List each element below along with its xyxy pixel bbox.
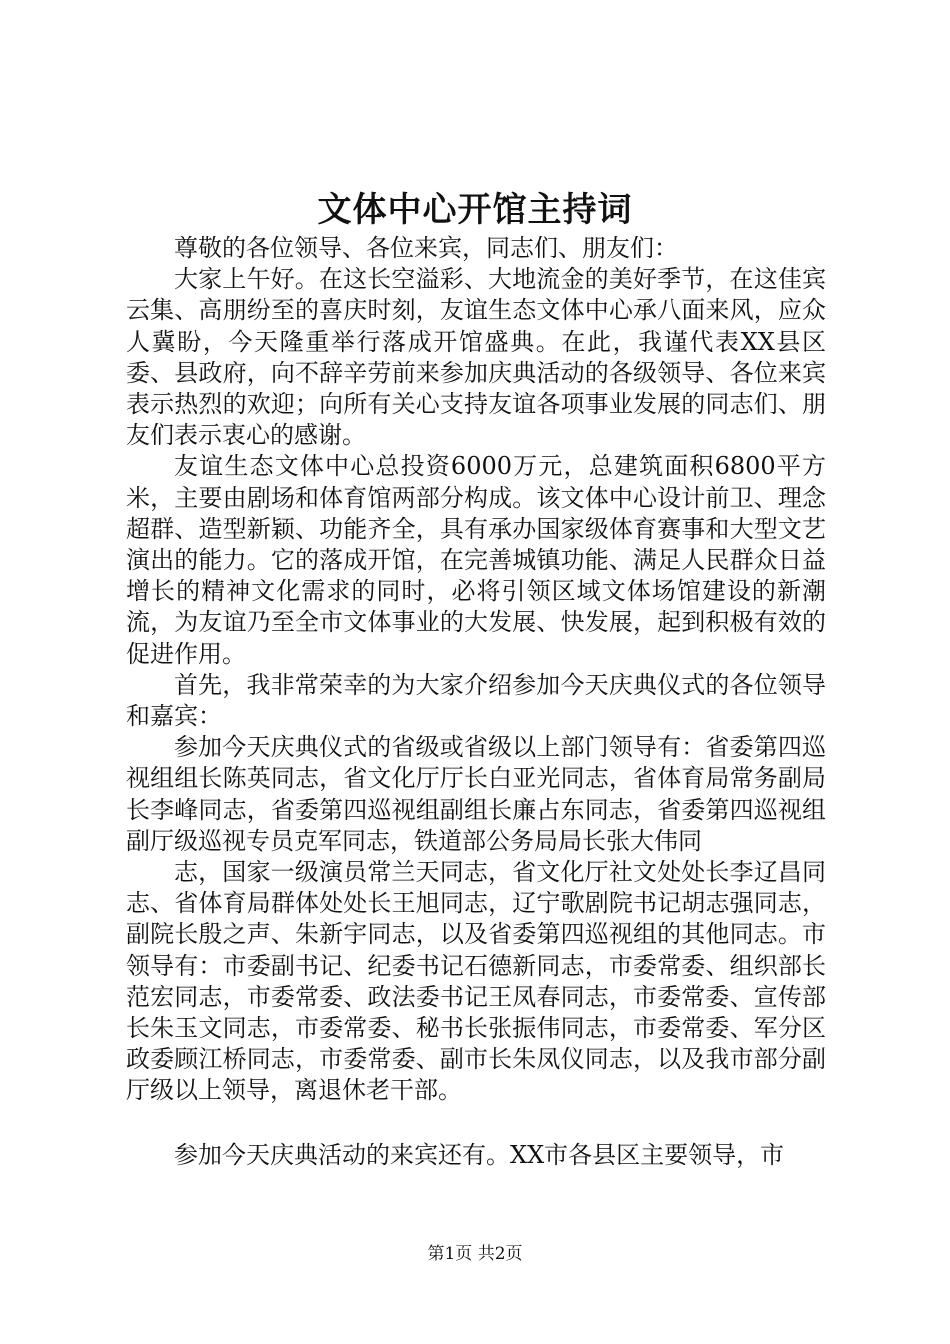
paragraph-salutation: 尊敬的各位领导、各位来宾，同志们、朋友们： (174, 234, 678, 262)
paragraph-leaders-continued: 志，国家一级演员常兰天同志，省文化厅社文处处长李辽昌同志、省体育局群体处处长王旭同志，辽宁歌剧院书记胡志强同志，副院长殷之声、朱新宇同志，以及省委第四巡视组的其他同志。市领导有：市委副书记、纪委书记石德新同志，市委常委、组织部长范宏同志，市委常委、政法委书记王凤春同志，市委常委、宣传部长朱玉文同志，市委常委、秘书长张振伟同志，市委常委、军分区政委顾江桥同志，市委常委、副市长朱凤仪同志，以及我市部分副厅级以上领导，离退休老干部。 (126, 858, 826, 1105)
paragraph-guest-intro: 首先，我非常荣幸的为大家介绍参加今天庆典仪式的各位领导和嘉宾： (126, 670, 826, 731)
paragraph-provincial-leaders: 参加今天庆典仪式的省级或省级以上部门领导有：省委第四巡视组组长陈英同志，省文化厅厅长白亚光同志，省体育局常务副局长李峰同志，省委第四巡视组副组长廉占东同志，省委第四巡视组副厅级巡视专员克军同志，铁道部公务局局长张大伟同 (126, 733, 826, 855)
page-number-footer: 第1页 共2页 (427, 1244, 523, 1264)
paragraph-greeting: 大家上午好。在这长空溢彩、大地流金的美好季节，在这佳宾云集、高朋纷至的喜庆时刻，友谊生态文体中心承八面来风，应众人冀盼，今天隆重举行落成开馆盛典。在此，我谨代表XX县区委、县政府，向不辞辛劳前来参加庆典活动的各级领导、各位来宾表示热烈的欢迎；向所有关心支持友谊各项事业发展的同志们、朋友们表示衷心的感谢。 (126, 265, 826, 450)
paragraph-center-intro: 友谊生态文体中心总投资6000万元，总建筑面积6800平方米，主要由剧场和体育馆两部分构成。该文体中心设计前卫、理念超群、造型新颖、功能齐全，具有承办国家级体育赛事和大型文艺演出的能力。它的落成开馆，在完善城镇功能、满足人民群众日益增长的精神文化需求的同时，必将引领区域文体场馆建设的新潮流，为友谊乃至全市文体事业的大发展、快发展，起到积极有效的促进作用。 (126, 452, 826, 668)
document-body (126, 233, 826, 1171)
paragraph-other-guests: 参加今天庆典活动的来宾还有。XX市各县区主要领导，市 (174, 1140, 785, 1169)
document-title: 文体中心开馆主持词 (317, 190, 633, 230)
